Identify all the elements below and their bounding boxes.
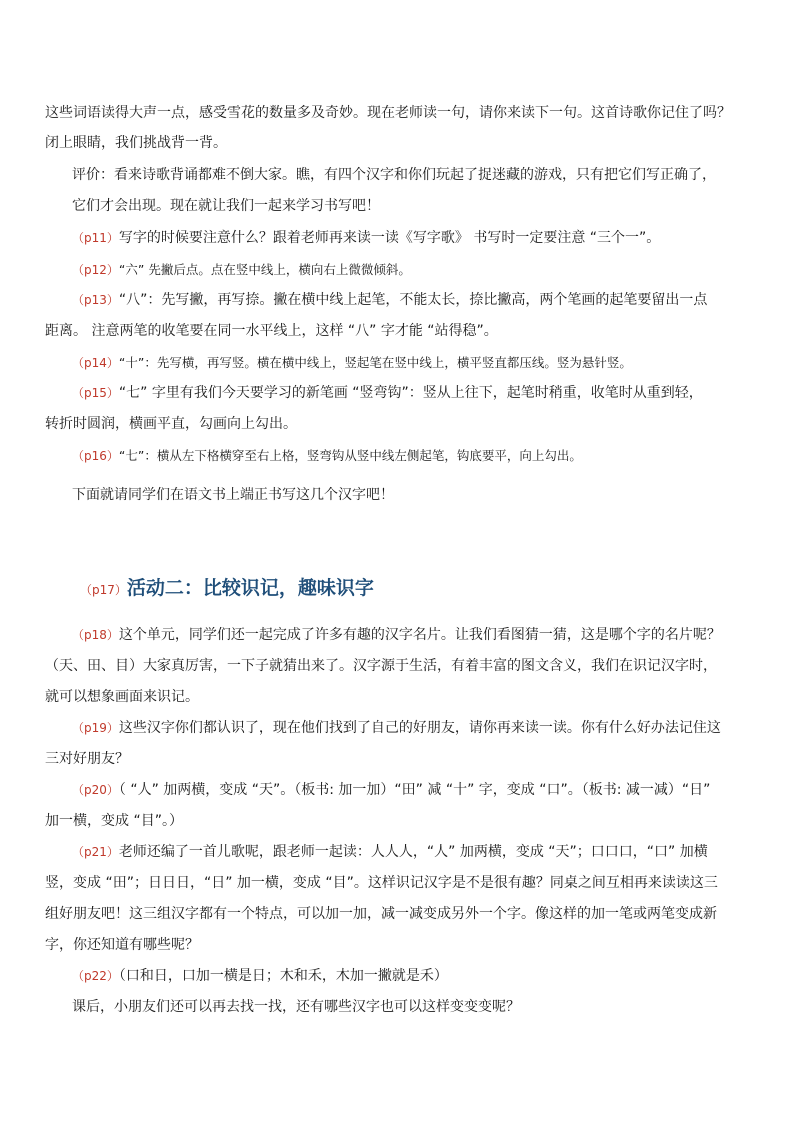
- p15-continuation: 转折时圆润，横画平直，勾画向上勾出。: [45, 416, 297, 432]
- intro-line-2: 闭上眼睛，我们挑战背一背。: [45, 135, 227, 151]
- p21-text: 老师还编了一首儿歌呢，跟老师一起读：人人人，“人” 加两横，变成 “天”；口口口，“口” 加横: [118, 844, 708, 860]
- p21-continuation-2: 组好朋友吧！这三组汉字都有一个特点，可以加一加，减一减变成另外一个字。像这样的加一笔或两笔变成新: [45, 906, 717, 922]
- p12-text: “六” 先撇后点。点在竖中线上，横向右上微微倾斜。: [118, 262, 411, 277]
- p13-continuation: 距离。 注意两笔的收笔要在同一水平线上，这样 “八” 字才能 “站得稳”。: [45, 323, 498, 339]
- p15-text: “七” 字里有我们今天要学习的新笔画 “竖弯钩”：竖从上往下，起笔时稍重，收笔时从重到轻，: [118, 385, 703, 401]
- p20-paragraph: [72, 780, 710, 800]
- p18-continuation-1: （天、田、目）大家真厉害，一下子就猜出来了。汉字源于生活，有着丰富的图文含义，我们在识记汉字时，: [45, 658, 717, 674]
- p22-paragraph: [72, 966, 448, 986]
- p20-continuation: 加一横，变成 “目”。）: [45, 813, 183, 829]
- p14-text: “十”：先写横，再写竖。横在横中线上，竖起笔在竖中线上，横平竖直都压线。竖为悬针竖。: [118, 355, 632, 370]
- intro-line-1: 这些词语读得大声一点，感受雪花的数量多及奇妙。现在老师读一句，请你来读下一句。这首诗歌你记住了吗？: [45, 105, 731, 121]
- p22-text: （口和日，口加一横是日；木和禾，木加一撇就是禾）: [118, 968, 448, 984]
- p18-continuation-2: 就可以想象画面来识记。: [45, 689, 199, 705]
- p21-paragraph: [72, 842, 708, 862]
- p11-text: 写字的时候要注意什么？跟着老师再来读一读《写字歌》 书写时一定要注意 “三个一”。: [118, 230, 661, 246]
- p11-tag: （p11）: [72, 231, 119, 245]
- p19-tag: （p19）: [72, 721, 119, 735]
- p13-paragraph: [72, 290, 707, 310]
- p18-text: 这个单元，同学们还一起完成了许多有趣的汉字名片。让我们看图猜一猜，这是哪个字的名片呢？: [118, 627, 721, 643]
- p14-tag: （p14）: [72, 356, 119, 370]
- p19-text: 这些汉字你们都认识了，现在他们找到了自己的好朋友，请你再来读一读。你有什么好办法记住这: [118, 720, 721, 736]
- closing-line: 下面就请同学们在语文书上端正书写这几个汉字吧！: [72, 487, 394, 503]
- p21-continuation-3: 字，你还知道有哪些呢？: [45, 937, 199, 953]
- p15-tag: （p15）: [72, 386, 119, 400]
- p16-tag: （p16）: [72, 449, 119, 463]
- activity-two-title: 活动二：比较识记，趣味识字: [126, 577, 374, 599]
- p19-continuation: 三对好朋友？: [45, 751, 129, 767]
- p22-tag: （p22）: [72, 969, 119, 983]
- evaluation-line-1: 评价：看来诗歌背诵都难不倒大家。瞧，有四个汉字和你们玩起了捉迷藏的游戏，只有把它们写正确了，: [72, 167, 716, 183]
- p19-paragraph: [72, 718, 721, 738]
- p14-paragraph: [72, 353, 632, 373]
- p18-paragraph: [72, 625, 721, 645]
- p17-tag: （p17）: [80, 583, 127, 597]
- p21-continuation-1: 竖，变成 “田”；日日日，“日” 加一横，变成 “目”。这样识记汉字是不是很有趣？同桌之间互相再来读读这三: [45, 875, 718, 891]
- activity-two-heading: [80, 574, 374, 604]
- p13-text: “八”：先写撇，再写捺。撇在横中线上起笔，不能太长，捺比撇高，两个笔画的起笔要留出一点: [118, 292, 708, 308]
- p21-tag: （p21）: [72, 845, 119, 859]
- p13-tag: （p13）: [72, 293, 119, 307]
- after-class-line: 课后，小朋友们还可以再去找一找，还有哪些汉字也可以这样变变变呢？: [72, 999, 520, 1015]
- p12-paragraph: [72, 260, 411, 280]
- p15-paragraph: [72, 383, 703, 403]
- p16-paragraph: [72, 446, 582, 466]
- p18-tag: （p18）: [72, 628, 119, 642]
- p20-text: （ “人” 加两横，变成 “天”。（板书: 加一加）“田” 减 “十” 字，变成 “口”。（板书: 减一减）“日”: [118, 782, 711, 798]
- p20-tag: （p20）: [72, 783, 119, 797]
- p16-text: “七”：横从左下格横穿至右上格，竖弯钩从竖中线左侧起笔，钩底要平，向上勾出。: [118, 448, 582, 463]
- p11-paragraph: [72, 228, 660, 248]
- p12-tag: （p12）: [72, 263, 119, 277]
- evaluation-line-2: 它们才会出现。现在就让我们一起来学习书写吧！: [72, 198, 380, 214]
